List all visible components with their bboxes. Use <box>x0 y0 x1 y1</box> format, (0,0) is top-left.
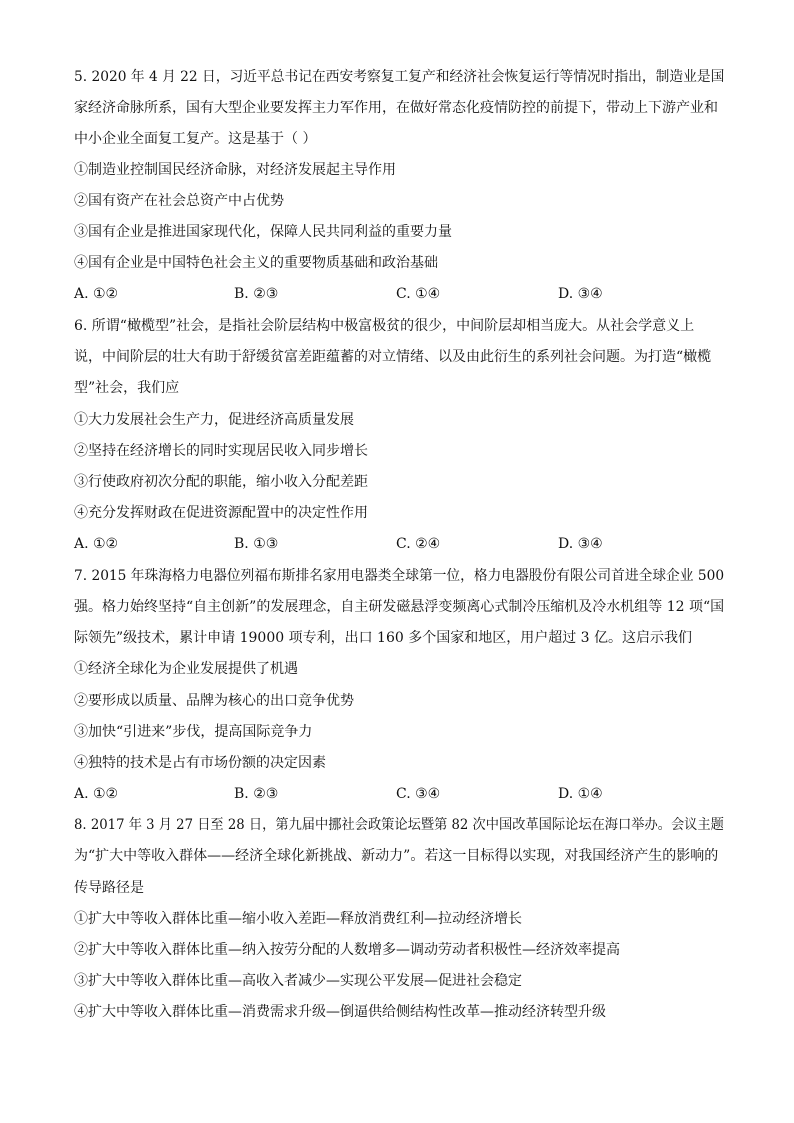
q6-item-4: ④充分发挥财政在促进资源配置中的决定性作用 <box>74 505 368 521</box>
q7-stem-line-1: 7. 2015 年珠海格力电器位列福布斯排名家用电器类全球第一位，格力电器股份有限公司首进全球企业 500 <box>74 568 725 584</box>
q8-stem-line-2: 为“扩大中等收入群体——经济全球化新挑战、新动力”。若这一目标得以实现，对我国经济产生的影响的 <box>74 848 719 864</box>
q6-stem-line-1: 6. 所谓“橄榄型”社会，是指社会阶层结构中极富极贫的很少，中间阶层却相当庞大。从社会学意义上 <box>74 318 695 334</box>
q7-option-c: C. ③④ <box>396 786 441 802</box>
q6-option-c: C. ②④ <box>396 536 441 552</box>
q8-item-3: ③扩大中等收入群体比重—高收入者减少—实现公平发展—促进社会稳定 <box>74 973 522 989</box>
q6-item-2: ②坚持在经济增长的同时实现居民收入同步增长 <box>74 443 368 459</box>
q6-stem-line-3: 型”社会，我们应 <box>74 380 180 396</box>
q6-stem-line-2: 说，中间阶层的壮大有助于舒缓贫富差距蕴蓄的对立情绪、以及由此衍生的系列社会问题。为打造“橄榄 <box>74 349 712 365</box>
q6-option-d: D. ③④ <box>558 536 603 552</box>
q7-item-2: ②要形成以质量、品牌为核心的出口竞争优势 <box>74 693 354 709</box>
q5-option-c: C. ①④ <box>396 286 441 302</box>
q5-item-4: ④国有企业是中国特色社会主义的重要物质基础和政治基础 <box>74 255 438 271</box>
q6-item-3: ③行使政府初次分配的职能，缩小收入分配差距 <box>74 474 368 490</box>
q7-option-b: B. ②③ <box>234 786 279 802</box>
q7-stem-line-3: 际领先”级技术，累计申请 19000 项专利，出口 160 多个国家和地区，用户超过 3 亿。这启示我们 <box>74 630 693 646</box>
q5-item-2: ②国有资产在社会总资产中占优势 <box>74 193 284 209</box>
q7-stem-line-2: 强。格力始终坚持“自主创新”的发展理念，自主研发磁悬浮变频离心式制冷压缩机及冷水机组等 12 项“国 <box>74 599 725 615</box>
q8-item-4: ④扩大中等收入群体比重—消费需求升级—倒逼供给侧结构性改革—推动经济转型升级 <box>74 1004 606 1020</box>
q6-item-1: ①大力发展社会生产力，促进经济高质量发展 <box>74 412 354 428</box>
q7-item-1: ①经济全球化为企业发展提供了机遇 <box>74 661 298 677</box>
q5-stem-line-2: 家经济命脉所系，国有大型企业要发挥主力军作用，在做好常态化疫情防控的前提下，带动上下游产业和 <box>74 100 718 116</box>
q7-item-3: ③加快“引进来”步伐，提高国际竞争力 <box>74 724 313 740</box>
q5-option-d: D. ③④ <box>558 286 603 302</box>
q5-stem-line-1: 5. 2020 年 4 月 22 日，习近平总书记在西安考察复工复产和经济社会恢复运行等情况时指出，制造业是国 <box>74 69 725 85</box>
q8-stem-line-3: 传导路径是 <box>74 880 144 896</box>
q5-item-3: ③国有企业是推进国家现代化，保障人民共同利益的重要力量 <box>74 224 452 240</box>
q8-item-1: ①扩大中等收入群体比重—缩小收入差距—释放消费红利—拉动经济增长 <box>74 911 522 927</box>
q6-option-a: A. ①② <box>74 536 119 552</box>
q5-option-a: A. ①② <box>74 286 119 302</box>
q7-item-4: ④独特的技术是占有市场份额的决定因素 <box>74 755 326 771</box>
q8-item-2: ②扩大中等收入群体比重—纳入按劳分配的人数增多—调动劳动者积极性—经济效率提高 <box>74 942 620 958</box>
q7-option-a: A. ①② <box>74 786 119 802</box>
q6-option-b: B. ①③ <box>234 536 279 552</box>
q5-option-b: B. ②③ <box>234 286 279 302</box>
q7-option-d: D. ①④ <box>558 786 603 802</box>
q5-stem-line-3: 中小企业全面复工复产。这是基于（ ） <box>74 131 317 147</box>
q5-item-1: ①制造业控制国民经济命脉，对经济发展起主导作用 <box>74 162 396 178</box>
q8-stem-line-1: 8. 2017 年 3 月 27 日至 28 日，第九届中挪社会政策论坛暨第 82 次中国改革国际论坛在海口举办。会议主题 <box>74 817 724 833</box>
